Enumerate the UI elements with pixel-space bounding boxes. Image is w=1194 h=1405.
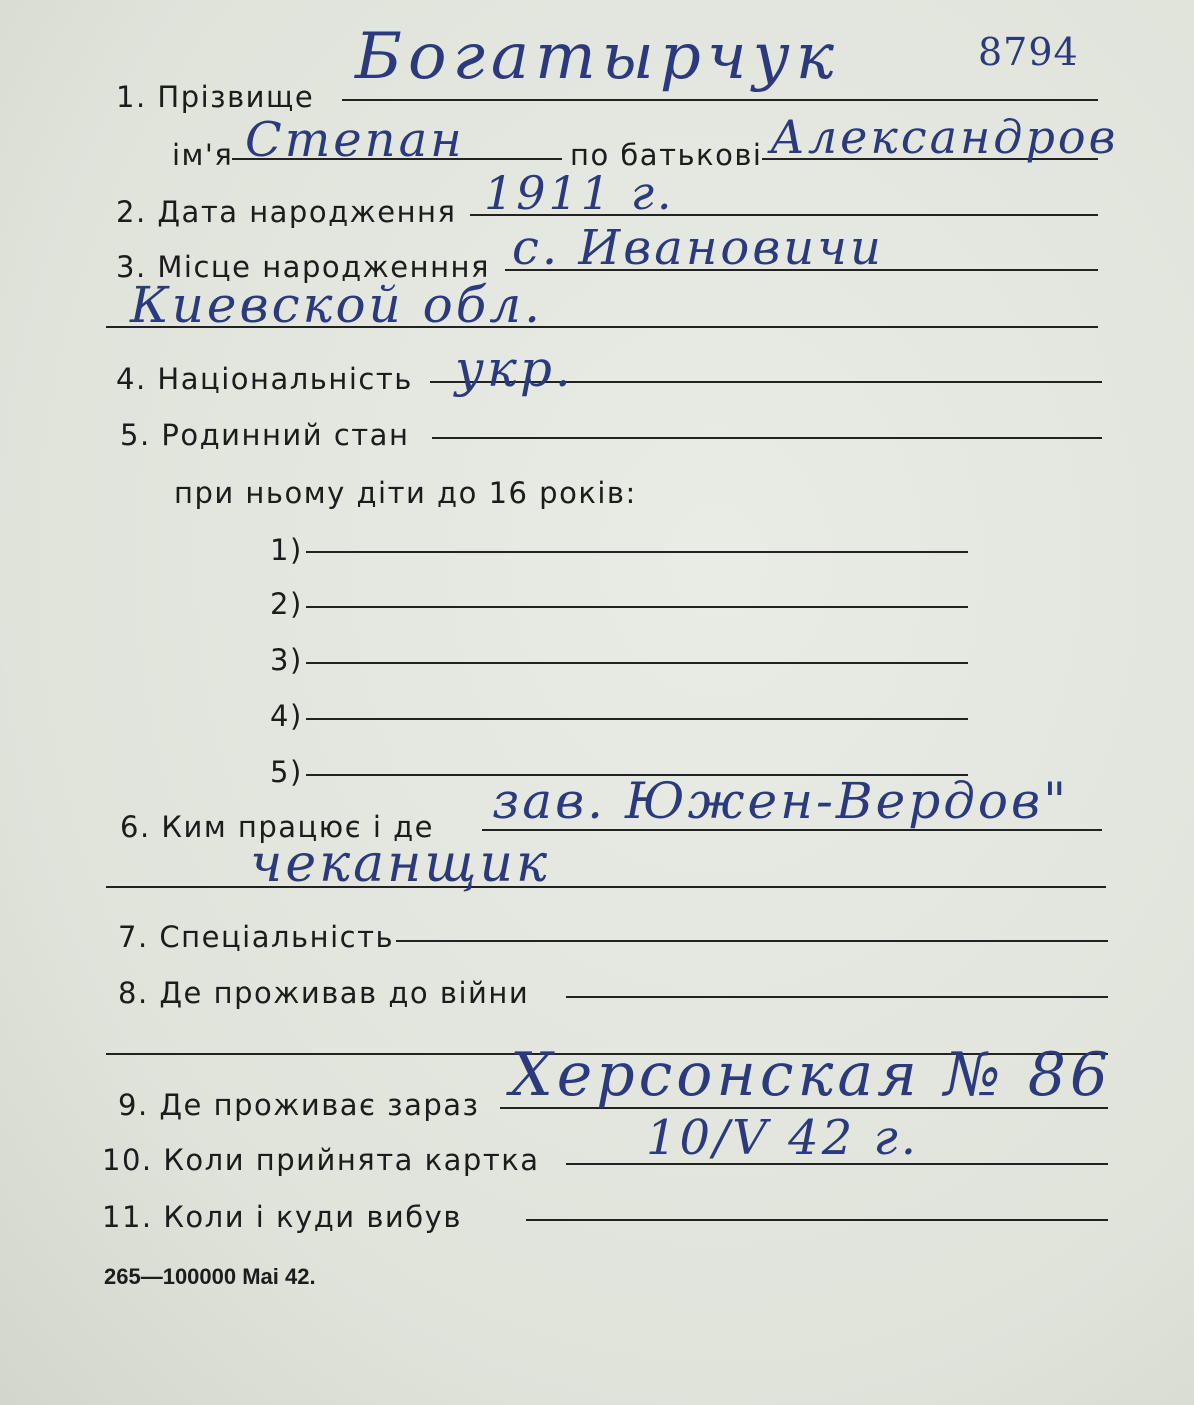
work-value-1: зав. Южен-Вердов" <box>492 772 1070 830</box>
child-2-label: 2) <box>270 587 303 621</box>
surname-label: 1. Прізвище <box>116 80 315 114</box>
card-number: 8794 <box>978 30 1079 74</box>
child-3-label: 3) <box>270 643 303 677</box>
speciality-line <box>396 940 1108 942</box>
work-value-2: чеканщик <box>250 834 551 894</box>
departure-line <box>526 1219 1108 1221</box>
surname-value: Богатырчук <box>355 20 840 94</box>
prewar-residence-line-1 <box>566 996 1108 998</box>
child-5-label: 5) <box>270 755 303 789</box>
current-residence-value: Херсонская № 86 <box>510 1040 1113 1110</box>
work-label: 6. Ким працює і де <box>120 810 435 844</box>
prewar-residence-label: 8. Де проживав до війни <box>118 976 530 1010</box>
print-code: 265—100000 Mai 42. <box>104 1264 316 1289</box>
nationality-label: 4. Національність <box>116 362 413 396</box>
child-4-label: 4) <box>270 699 303 733</box>
current-residence-label: 9. Де проживає зараз <box>118 1088 480 1122</box>
patronymic-value: Александров <box>770 110 1119 164</box>
speciality-label: 7. Спеціальність <box>118 920 395 954</box>
surname-line <box>342 99 1098 101</box>
patronymic-label: по батькові <box>570 138 763 172</box>
nationality-value: укр. <box>455 340 574 398</box>
children-label: при ньому діти до 16 років: <box>174 476 637 510</box>
birthplace-value-2: Киевской обл. <box>130 276 543 334</box>
child-4-line <box>306 718 968 720</box>
child-3-line <box>306 662 968 664</box>
child-1-line <box>306 551 968 553</box>
first-name-value: Степан <box>245 112 465 168</box>
marital-status-line <box>432 437 1102 439</box>
marital-status-label: 5. Родинний стан <box>120 418 410 452</box>
departure-label: 11. Коли і куди вибув <box>102 1200 462 1234</box>
card-accepted-value: 10/V 42 г. <box>646 1110 920 1166</box>
child-2-line <box>306 606 968 608</box>
child-1-label: 1) <box>270 533 303 567</box>
card-accepted-label: 10. Коли прийнята картка <box>102 1143 540 1177</box>
first-name-label: ім'я <box>172 138 234 172</box>
birthplace-label: 3. Місце народженння <box>116 250 490 284</box>
birth-date-label: 2. Дата народження <box>116 195 457 229</box>
birthplace-value-1: с. Ивановичи <box>512 220 884 276</box>
birth-date-value: 1911 г. <box>484 166 675 220</box>
